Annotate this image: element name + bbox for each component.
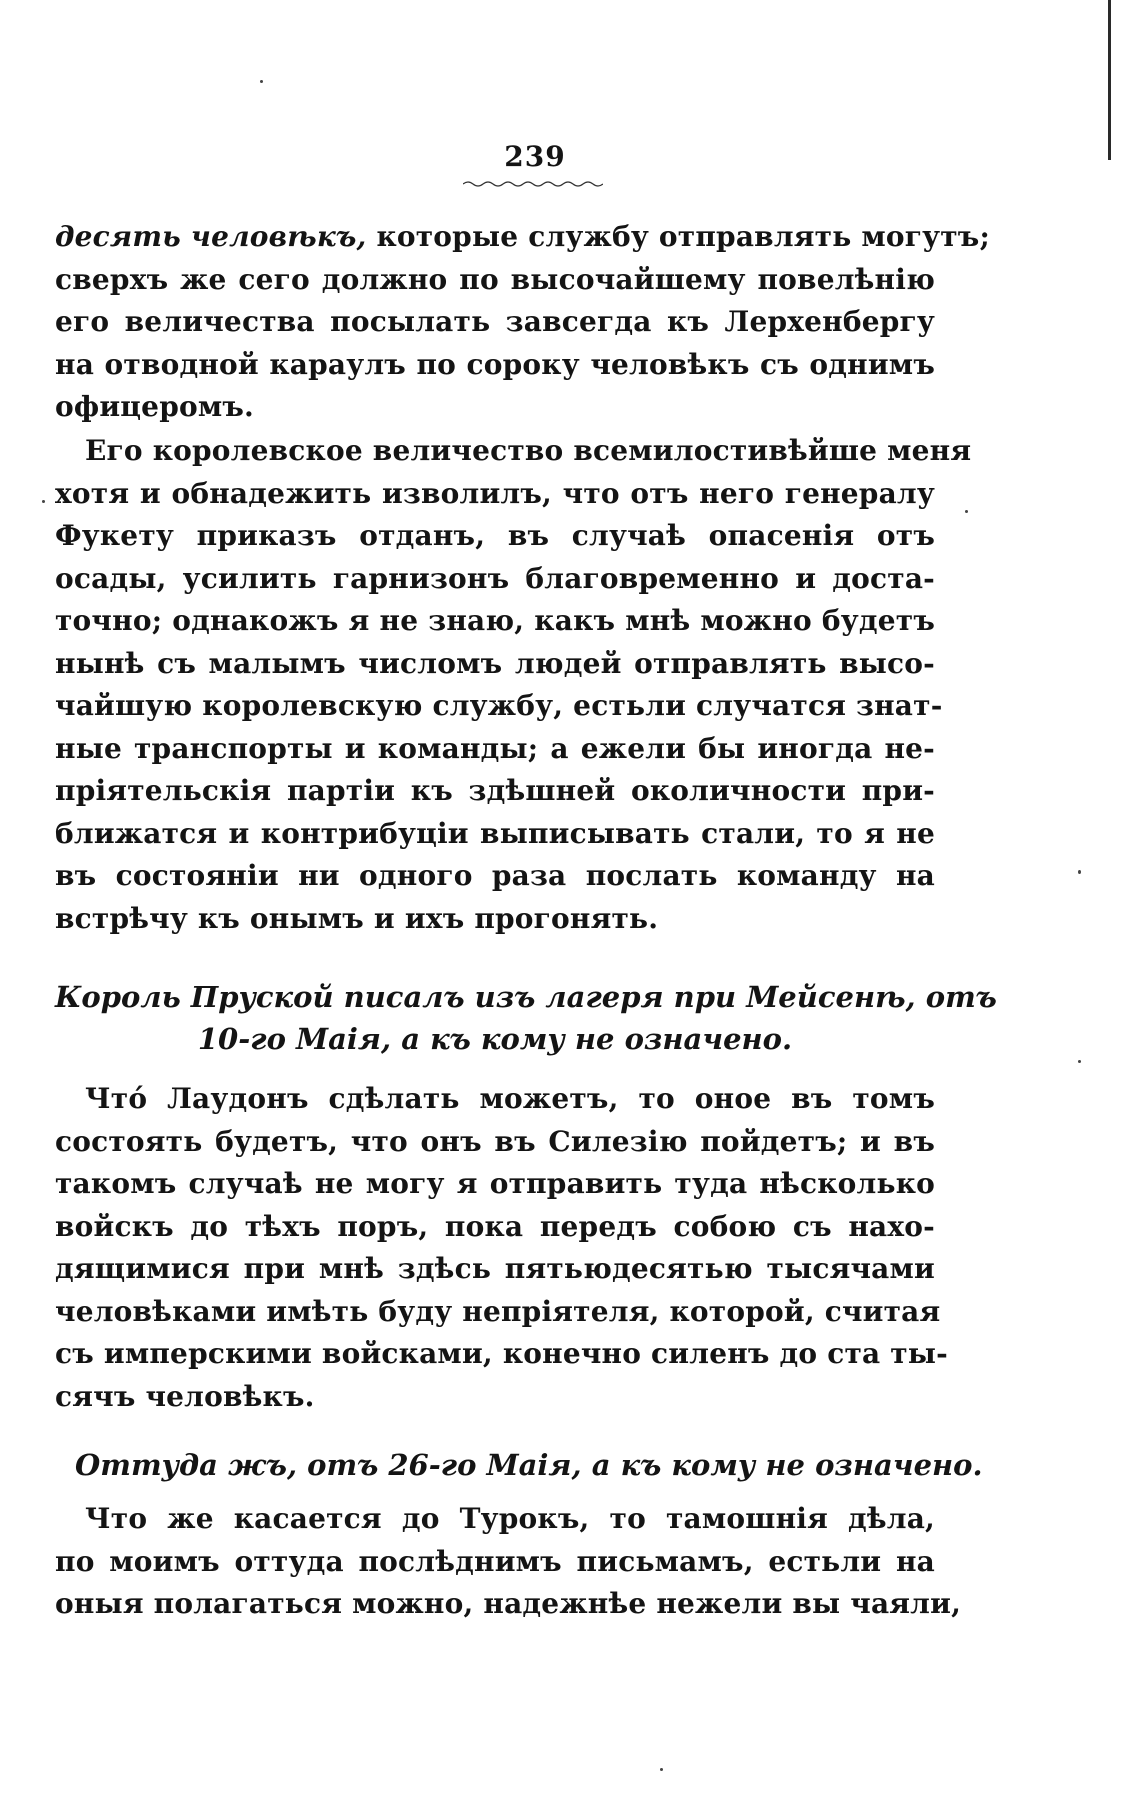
print-speck <box>1078 870 1081 874</box>
paragraph-continued <box>55 216 990 429</box>
header-ornament-rule <box>463 180 603 188</box>
page-number: 239 <box>504 140 566 173</box>
text-line: человѣками имѣть буду непріятеля, которой, считая <box>55 1294 941 1328</box>
text-line: войскъ до тѣхъ поръ, пока передъ собою съ нахо- <box>55 1209 935 1243</box>
section-heading <box>55 1444 983 1486</box>
text-line <box>55 216 990 259</box>
text-line: пріятельскія партіи къ здѣшней околичности при- <box>55 774 935 807</box>
text-line: сячъ человѣкъ. <box>55 1379 315 1413</box>
paragraph <box>55 1498 962 1626</box>
text-span: которые службу отправлять могутъ; <box>366 220 990 253</box>
text-line: по моимъ оттуда послѣднимъ письмамъ, естьли на <box>55 1544 935 1578</box>
text-line: нынѣ съ малымъ числомъ людей отправлять высо- <box>55 646 935 680</box>
text-line: такомъ случаѣ не могу я отправить туда нѣсколько <box>55 1167 935 1200</box>
text-line: Чтó Лаудонъ сдѣлать можетъ, то оное въ томъ <box>85 1082 935 1115</box>
paragraph <box>55 430 972 940</box>
text-line: на отводной караулъ по сороку человѣкъ съ однимъ <box>55 347 935 381</box>
text-line: встрѣчу къ онымъ и ихъ прогонять. <box>55 901 659 935</box>
text-line: офицеромъ. <box>55 390 254 423</box>
print-speck <box>965 510 968 513</box>
text-line: осады, усилить гарнизонъ благовременно и доста- <box>55 561 935 595</box>
page-edge-rule <box>1108 0 1111 160</box>
text-line: Что же касается до Турокъ, то тамошнія дѣла, <box>85 1502 935 1535</box>
print-speck <box>1078 1060 1081 1063</box>
print-speck <box>42 500 45 503</box>
text-line: оныя полагаться можно, надежнѣе нежели вы чаяли, <box>55 1587 962 1620</box>
text-line: чайшую королевскую службу, естьли случатся знат- <box>55 689 943 722</box>
italic-phrase: десять человѣкъ, <box>55 220 367 253</box>
text-line: съ имперскими войсками, конечно силенъ до ста ты- <box>55 1337 948 1370</box>
text-line: состоять будетъ, что онъ въ Силезію пойдетъ; и въ <box>55 1124 935 1158</box>
text-line: въ состояніи ни одного раза послать команду на <box>55 859 935 892</box>
text-line: Его королевское величество всемилостивѣйше меня <box>85 434 972 467</box>
text-line: его величества посылать завсегда къ Лерхенбергу <box>55 305 935 338</box>
text-line: точно; однакожъ я не знаю, какъ мнѣ можно будетъ <box>55 604 935 637</box>
heading-line: Король Пруской писалъ изъ лагеря при Мейсенѣ, отъ <box>55 980 997 1014</box>
text-line: Фукету приказъ отданъ, въ случаѣ опасенія отъ <box>55 519 935 552</box>
text-line: дящимися при мнѣ здѣсь пятьюдесятью тысячами <box>55 1252 935 1285</box>
heading-line: 10-го Маія, а къ кому не означено. <box>197 1022 793 1056</box>
text-line: ные транспорты и команды; а ежели бы иногда не- <box>55 731 935 765</box>
text-line: ближатся и контрибуціи выписывать стали, то я не <box>55 816 935 850</box>
paragraph <box>55 1078 948 1418</box>
text-line: сверхъ же сего должно по высочайшему повелѣнію <box>55 262 935 296</box>
section-heading <box>55 976 997 1060</box>
heading-line: Оттуда жъ, отъ 26-го Маія, а къ кому не означено. <box>75 1448 983 1482</box>
print-speck <box>260 80 263 83</box>
print-speck <box>660 1768 663 1771</box>
text-line: хотя и обнадежить изволилъ, что отъ него генералу <box>55 476 935 510</box>
